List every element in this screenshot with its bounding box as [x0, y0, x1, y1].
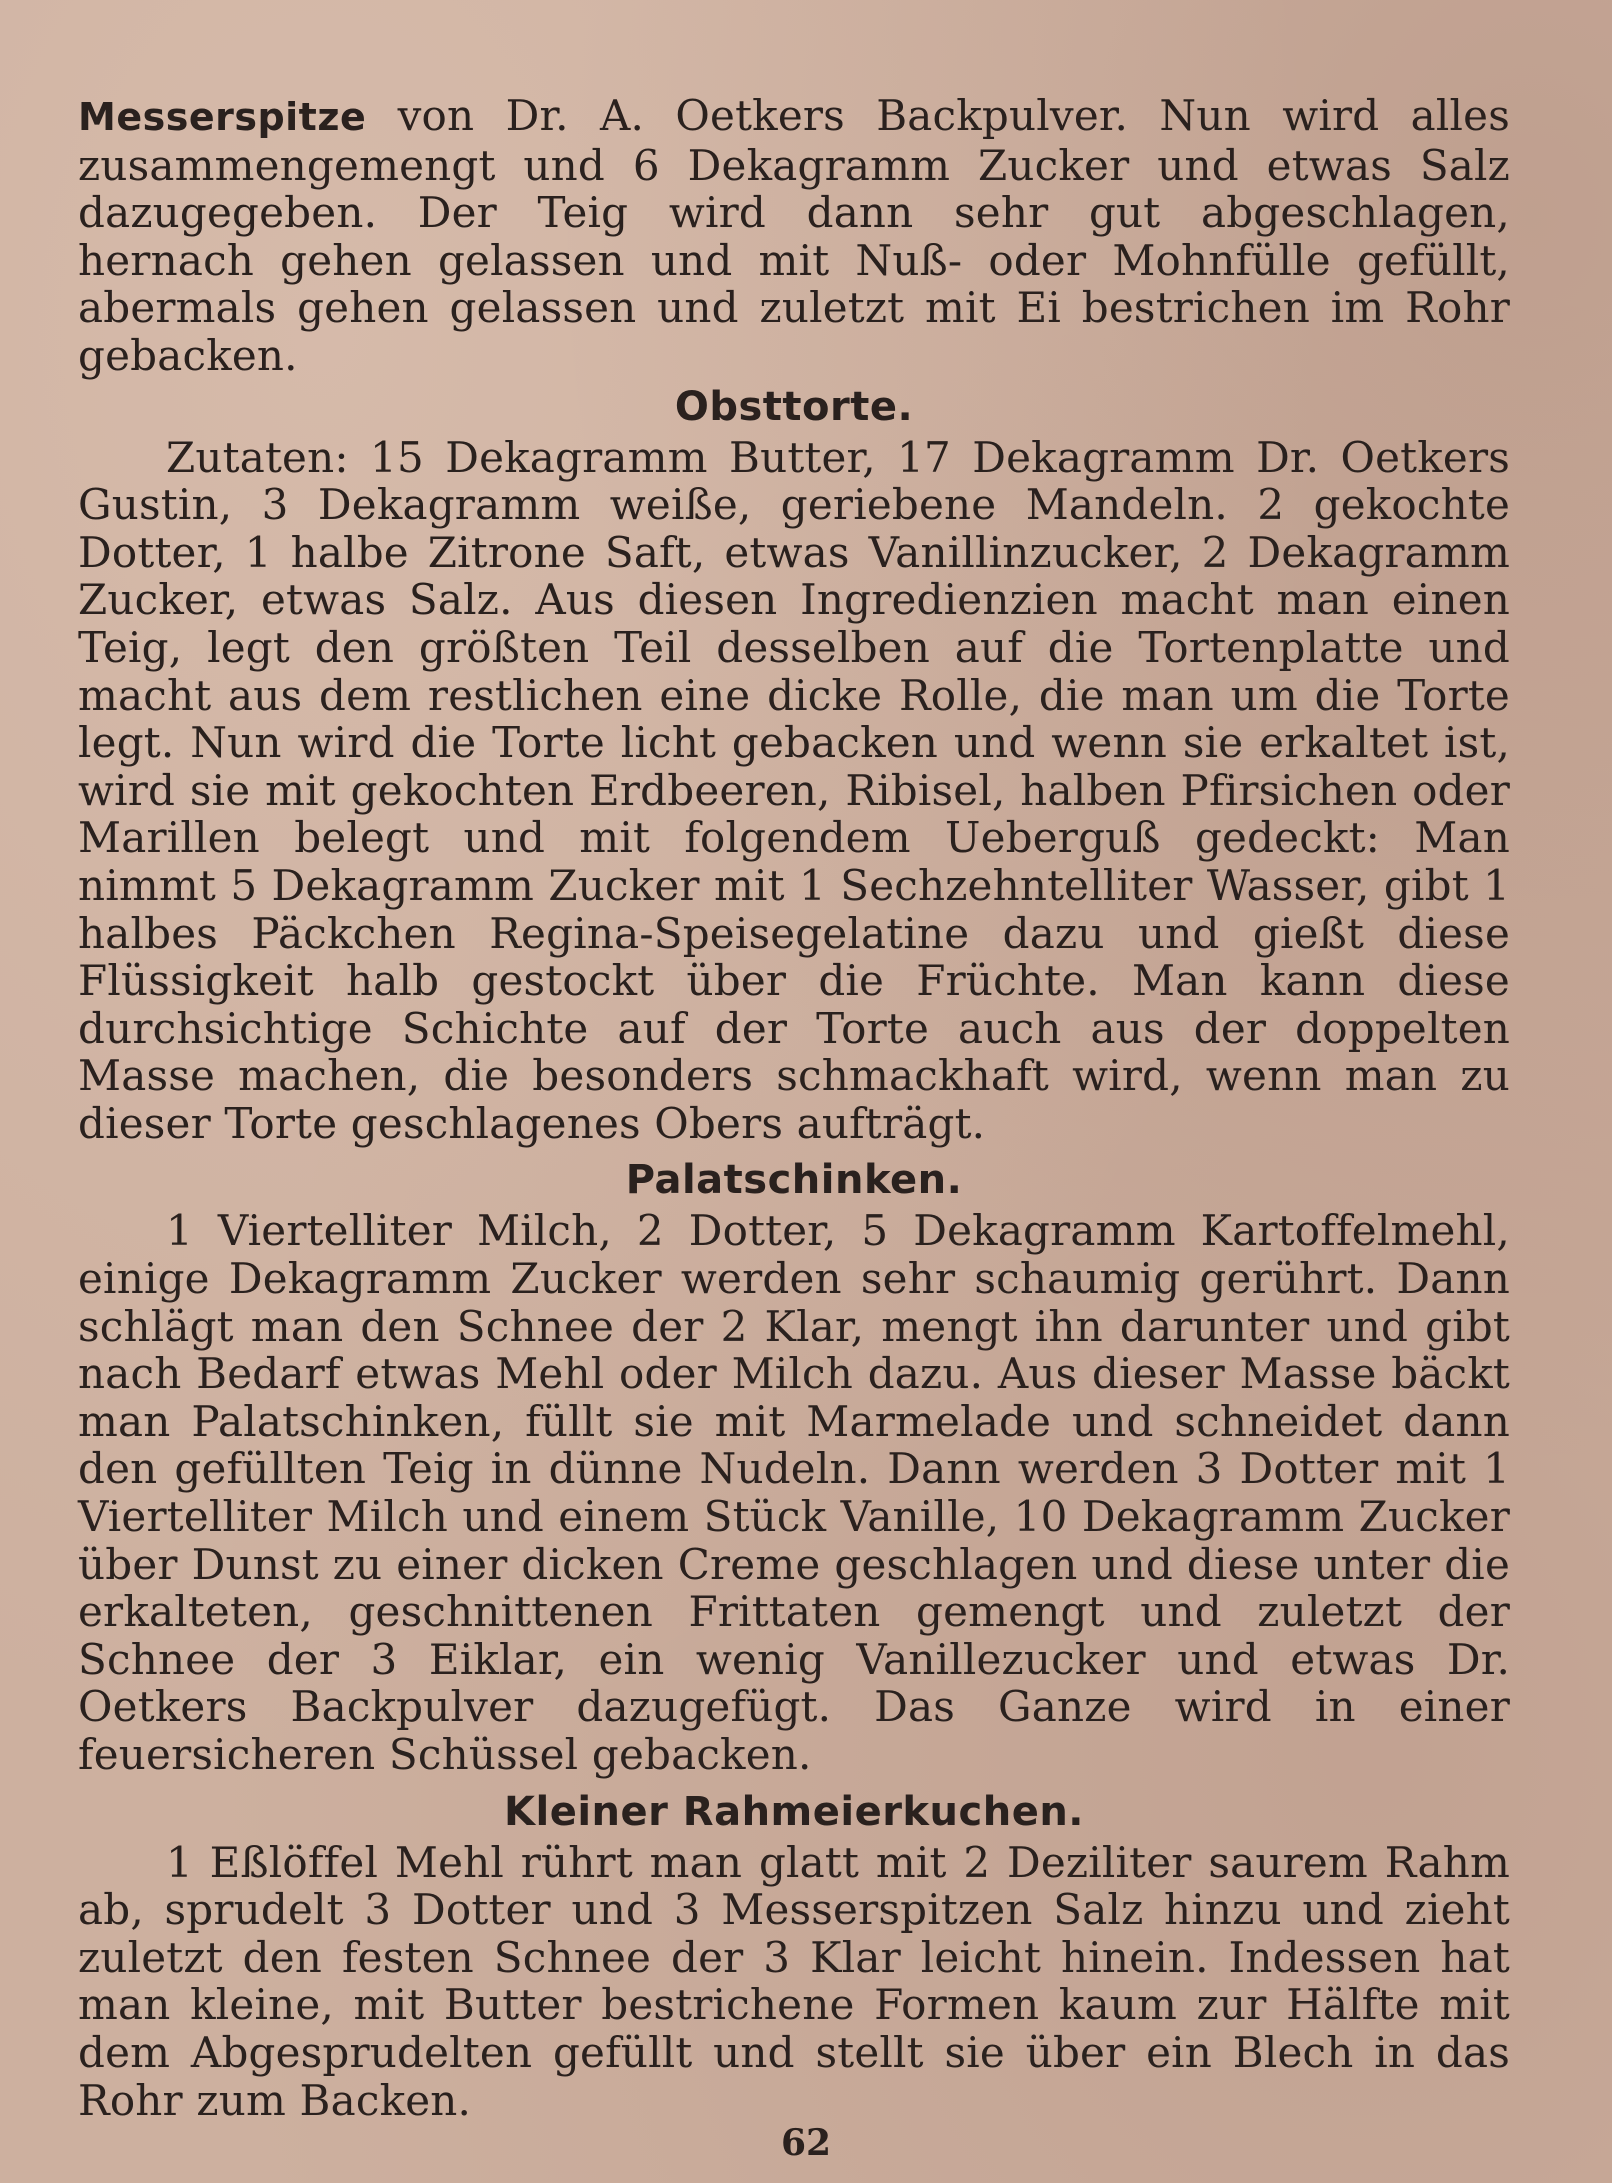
- heading-rahmeierkuchen: Kleiner Rahmeierkuchen.: [503, 1788, 1084, 1835]
- page-content: [78, 92, 1510, 2124]
- intro-lead-word: Messerspitze: [78, 95, 367, 139]
- intro-paragraph: [78, 92, 1510, 380]
- heading-palatschinken: Palatschinken.: [625, 1157, 963, 1204]
- heading-obsttorte: Obsttorte.: [674, 383, 914, 430]
- paragraph-palatschinken: 1 Viertelliter Milch, 2 Dotter, 5 Dekagramm Kartoffelmehl, einige Dekagramm Zucker werden sehr schaumig gerührt. Dann schlägt man den Schnee der 2 Klar, mengt ihn darunter und gibt nach Bedarf etwas Mehl oder Milch dazu. Aus dieser Masse bäckt man Palatschinken, füllt sie mit Marmelade und schneidet dann den gefüllten Teig in dünne Nudeln. Dann werden 3 Dotter mit 1 Viertelliter Milch und einem Stück Vanille, 10 Dekagramm Zucker über Dunst zu einer dicken Creme geschlagen und diese unter die erkalteten, geschnittenen Frittaten gemengt und zuletzt der Schnee der 3 Eiklar, ein wenig Vanillezucker und etwas Dr. Oetkers Backpulver dazugefügt. Das Ganze wird in einer feuersicheren Schüssel gebacken.: [78, 1206, 1510, 1779]
- page-number: 62: [780, 2122, 832, 2164]
- paragraph-obsttorte: Zutaten: 15 Dekagramm Butter, 17 Dekagramm Dr. Oetkers Gustin, 3 Dekagramm weiße, geriebene Mandeln. 2 gekochte Dotter, 1 halbe Zitrone Saft, etwas Vanillinzucker, 2 Dekagramm Zucker, etwas Salz. Aus diesen Ingredienzien macht man einen Teig, legt den größten Teil desselben auf die Tortenplatte und macht aus dem restlichen eine dicke Rolle, die man um die Torte legt. Nun wird die Torte licht gebacken und wenn sie erkaltet ist, wird sie mit gekochten Erdbeeren, Ribisel, halben Pfirsichen oder Marillen belegt und mit folgendem Ueberguß gedeckt: Man nimmt 5 Dekagramm Zucker mit 1 Sechzehntelliter Wasser, gibt 1 halbes Päckchen Regina-Speisegelatine dazu und gießt diese Flüssigkeit halb gestockt über die Früchte. Man kann diese durchsichtige Schichte auf der Torte auch aus der doppelten Masse machen, die besonders schmackhaft wird, wenn man zu dieser Torte geschlagenes Obers aufträgt.: [78, 432, 1510, 1148]
- intro-text: von Dr. A. Oetkers Backpulver. Nun wird alles zusammengemengt und 6 Dekagramm Zucker und etwas Salz dazugegeben. Der Teig wird dann sehr gut abgeschlagen, hernach gehen gelassen und mit Nuß- oder Mohnfülle gefüllt, abermals gehen gelassen und zuletzt mit Ei bestrichen im Rohr gebacken.: [78, 91, 1510, 380]
- paragraph-rahmeierkuchen: 1 Eßlöffel Mehl rührt man glatt mit 2 Deziliter saurem Rahm ab, sprudelt 3 Dotter und 3 Messerspitzen Salz hinzu und zieht zuletzt den festen Schnee der 3 Klar leicht hinein. Indessen hat man kleine, mit Butter bestrichene Formen kaum zur Hälfte mit dem Abgesprudelten gefüllt und stellt sie über ein Blech in das Rohr zum Backen.: [78, 1837, 1510, 2125]
